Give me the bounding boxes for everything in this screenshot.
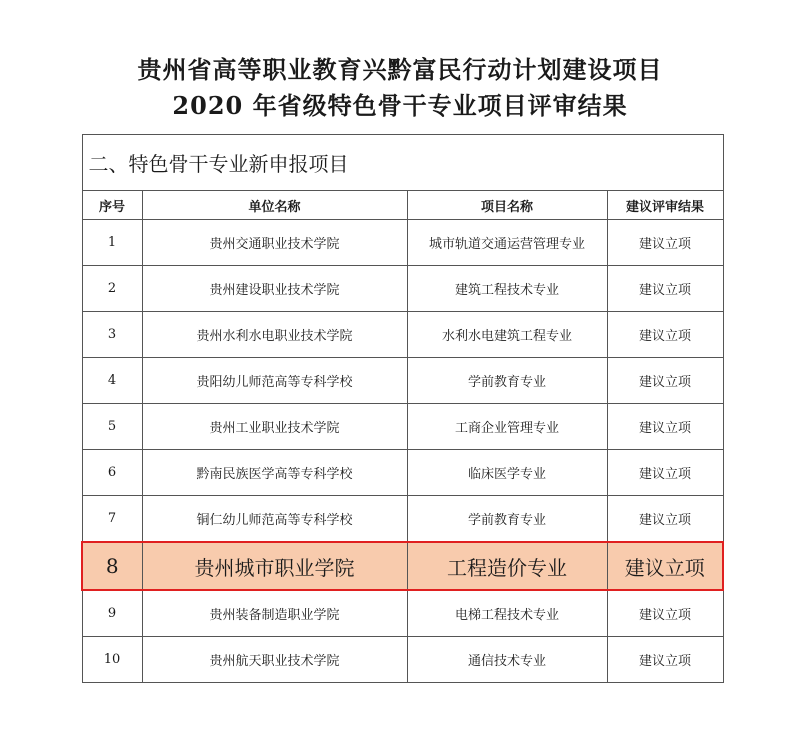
cell-no: 7 (82, 496, 142, 543)
cell-project: 城市轨道交通运营管理专业 (407, 220, 607, 266)
cell-no: 2 (82, 266, 142, 312)
document-title-line1: 贵州省高等职业教育兴黔富民行动计划建设项目 (137, 55, 663, 84)
cell-result: 建议立项 (607, 496, 723, 543)
table-row (82, 637, 723, 683)
cell-result: 建议立项 (607, 266, 723, 312)
cell-project: 电梯工程技术专业 (407, 590, 607, 637)
header-project: 项目名称 (407, 191, 607, 220)
cell-unit: 黔南民族医学高等专科学校 (142, 450, 407, 496)
cell-no: 8 (82, 542, 142, 590)
cell-project: 建筑工程技术专业 (407, 266, 607, 312)
header-no: 序号 (82, 191, 142, 220)
cell-result: 建议立项 (607, 450, 723, 496)
cell-project: 工程造价专业 (407, 542, 607, 590)
cell-no: 9 (82, 590, 142, 637)
table-row-highlighted (82, 542, 723, 590)
cell-result: 建议立项 (607, 312, 723, 358)
cell-result: 建议立项 (607, 637, 723, 683)
header-result: 建议评审结果 (607, 191, 723, 220)
cell-no: 5 (82, 404, 142, 450)
cell-unit: 贵阳幼儿师范高等专科学校 (142, 358, 407, 404)
table-row (82, 496, 723, 543)
cell-no: 6 (82, 450, 142, 496)
table-row (82, 404, 723, 450)
cell-unit: 贵州航天职业技术学院 (142, 637, 407, 683)
results-table (81, 134, 724, 683)
table-row (82, 312, 723, 358)
cell-project: 通信技术专业 (407, 637, 607, 683)
cell-unit: 铜仁幼儿师范高等专科学校 (142, 496, 407, 543)
cell-result: 建议立项 (607, 590, 723, 637)
table-row (82, 358, 723, 404)
cell-unit: 贵州水利水电职业技术学院 (142, 312, 407, 358)
cell-unit: 贵州城市职业学院 (142, 542, 407, 590)
cell-no: 3 (82, 312, 142, 358)
section-heading-row (82, 135, 723, 191)
cell-result: 建议立项 (607, 542, 723, 590)
table-row (82, 450, 723, 496)
cell-unit: 贵州装备制造职业学院 (142, 590, 407, 637)
cell-project: 临床医学专业 (407, 450, 607, 496)
cell-project: 学前教育专业 (407, 358, 607, 404)
cell-result: 建议立项 (607, 358, 723, 404)
cell-project: 工商企业管理专业 (407, 404, 607, 450)
cell-no: 1 (82, 220, 142, 266)
cell-project: 水利水电建筑工程专业 (407, 312, 607, 358)
table-header-row (82, 191, 723, 220)
cell-unit: 贵州工业职业技术学院 (142, 404, 407, 450)
cell-unit: 贵州建设职业技术学院 (142, 266, 407, 312)
cell-result: 建议立项 (607, 220, 723, 266)
cell-no: 4 (82, 358, 142, 404)
header-unit: 单位名称 (142, 191, 407, 220)
table-row (82, 220, 723, 266)
cell-no: 10 (82, 637, 142, 683)
cell-unit: 贵州交通职业技术学院 (142, 220, 407, 266)
cell-result: 建议立项 (607, 404, 723, 450)
cell-project: 学前教育专业 (407, 496, 607, 543)
document-title-line2: 2020 年省级特色骨干专业项目评审结果 (172, 91, 628, 120)
section-heading: 二、特色骨干专业新申报项目 (82, 135, 723, 191)
table-row (82, 266, 723, 312)
table-row (82, 590, 723, 637)
